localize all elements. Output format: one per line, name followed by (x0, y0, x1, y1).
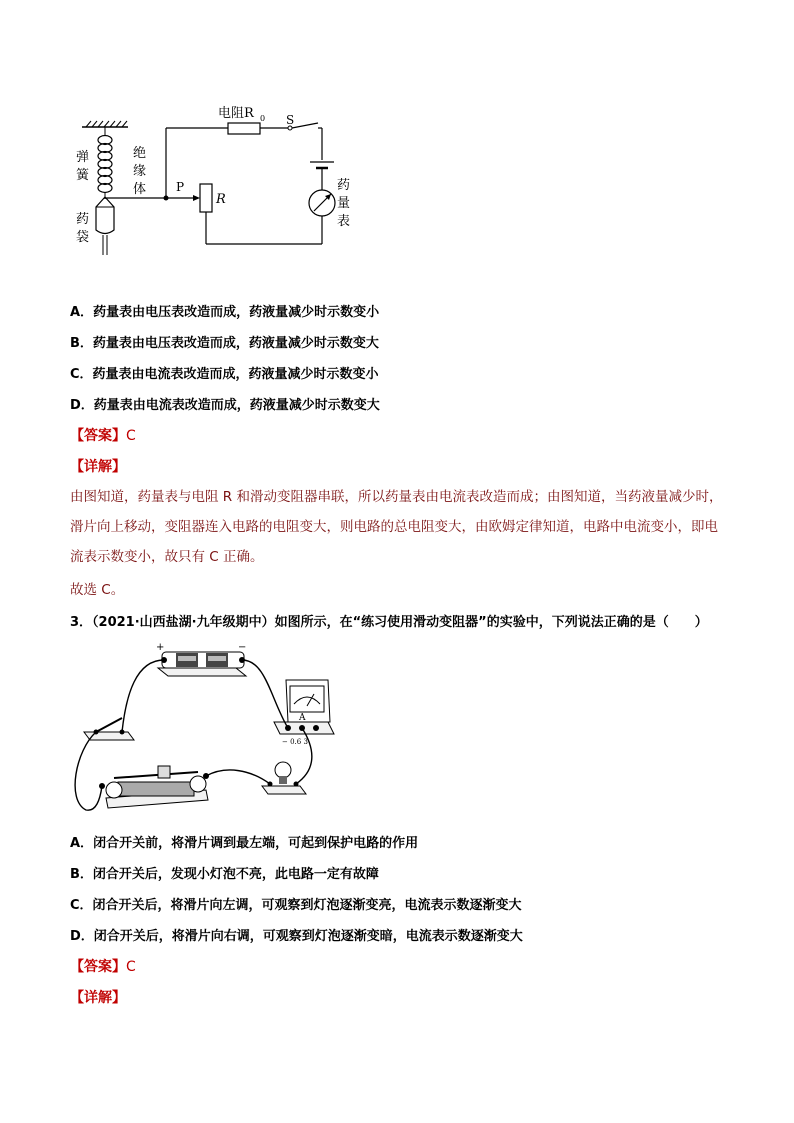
spring-label-2: 簧 (76, 168, 90, 183)
bag-label-2: 袋 (76, 230, 90, 245)
spring-label-1: 弹 (76, 150, 90, 165)
meter-label-1: 药 (337, 178, 351, 193)
bag-label-1: 药 (76, 212, 90, 227)
q3-detail-label: 【详解】 (70, 990, 126, 1006)
insulator-label-2: 缘 (133, 164, 147, 179)
q2-answer: 【答案】C (70, 428, 136, 444)
q2-conclusion: 故选 C。 (70, 582, 125, 598)
q3-option-c: C．闭合开关后，将滑片向左调，可观察到灯泡逐渐变亮，电流表示数逐渐变大 (70, 898, 522, 913)
circuit-diagram-figure (60, 95, 380, 265)
switch-label: S (286, 113, 295, 127)
apparatus-figure (66, 640, 356, 820)
slider-label: P (176, 180, 185, 194)
q3-option-a: A．闭合开关前，将滑片调到最左端，可起到保护电路的作用 (70, 836, 419, 851)
q2-option-c: C．药量表由电流表改造而成，药液量减少时示数变小 (70, 367, 379, 382)
q3-option-d: D．闭合开关后，将滑片向右调，可观察到灯泡逐渐变暗，电流表示数逐渐变大 (70, 929, 523, 944)
q3-answer: 【答案】C (70, 959, 136, 975)
battery-minus-label: − (238, 642, 247, 653)
insulator-label-1: 绝 (133, 146, 147, 161)
battery-plus-label: + (156, 642, 165, 653)
q2-option-b: B．药量表由电压表改造而成，药液量减少时示数变大 (70, 336, 379, 351)
resistor-subscript: 0 (260, 114, 266, 123)
q3-stem: 3．（2021·山西盐湖·九年级期中）如图所示，在“练习使用滑动变阻器”的实验中，下列说法正确的是（ ） (70, 615, 708, 630)
insulator-label-3: 体 (133, 182, 147, 197)
q2-explanation: 由图知道，药量表与电阻 R 和滑动变阻器串联，所以药量表由电流表改造而成；由图知道，当药液量减少时，滑片向上移动，变阻器连入电路的电阻变大，则电路的总电阻变大，由欧姆定律知道，电路中电流变小，即电流表示数变小，故只有 C 正确。 (70, 489, 723, 565)
ammeter-terminals: − 0.6 3 (282, 738, 308, 746)
meter-label-2: 量 (337, 196, 351, 211)
q2-option-d: D．药量表由电流表改造而成，药液量减少时示数变大 (70, 398, 380, 413)
q2-option-a: A．药量表由电压表改造而成，药液量减少时示数变小 (70, 305, 380, 320)
rheostat-label: R (216, 192, 226, 207)
q3-option-b: B．闭合开关后，发现小灯泡不亮，此电路一定有故障 (70, 867, 379, 882)
q2-detail-label: 【详解】 (70, 459, 126, 475)
resistor-label: 电阻R (218, 106, 254, 121)
meter-label-3: 表 (337, 214, 351, 229)
ammeter-letter: A (299, 713, 306, 723)
